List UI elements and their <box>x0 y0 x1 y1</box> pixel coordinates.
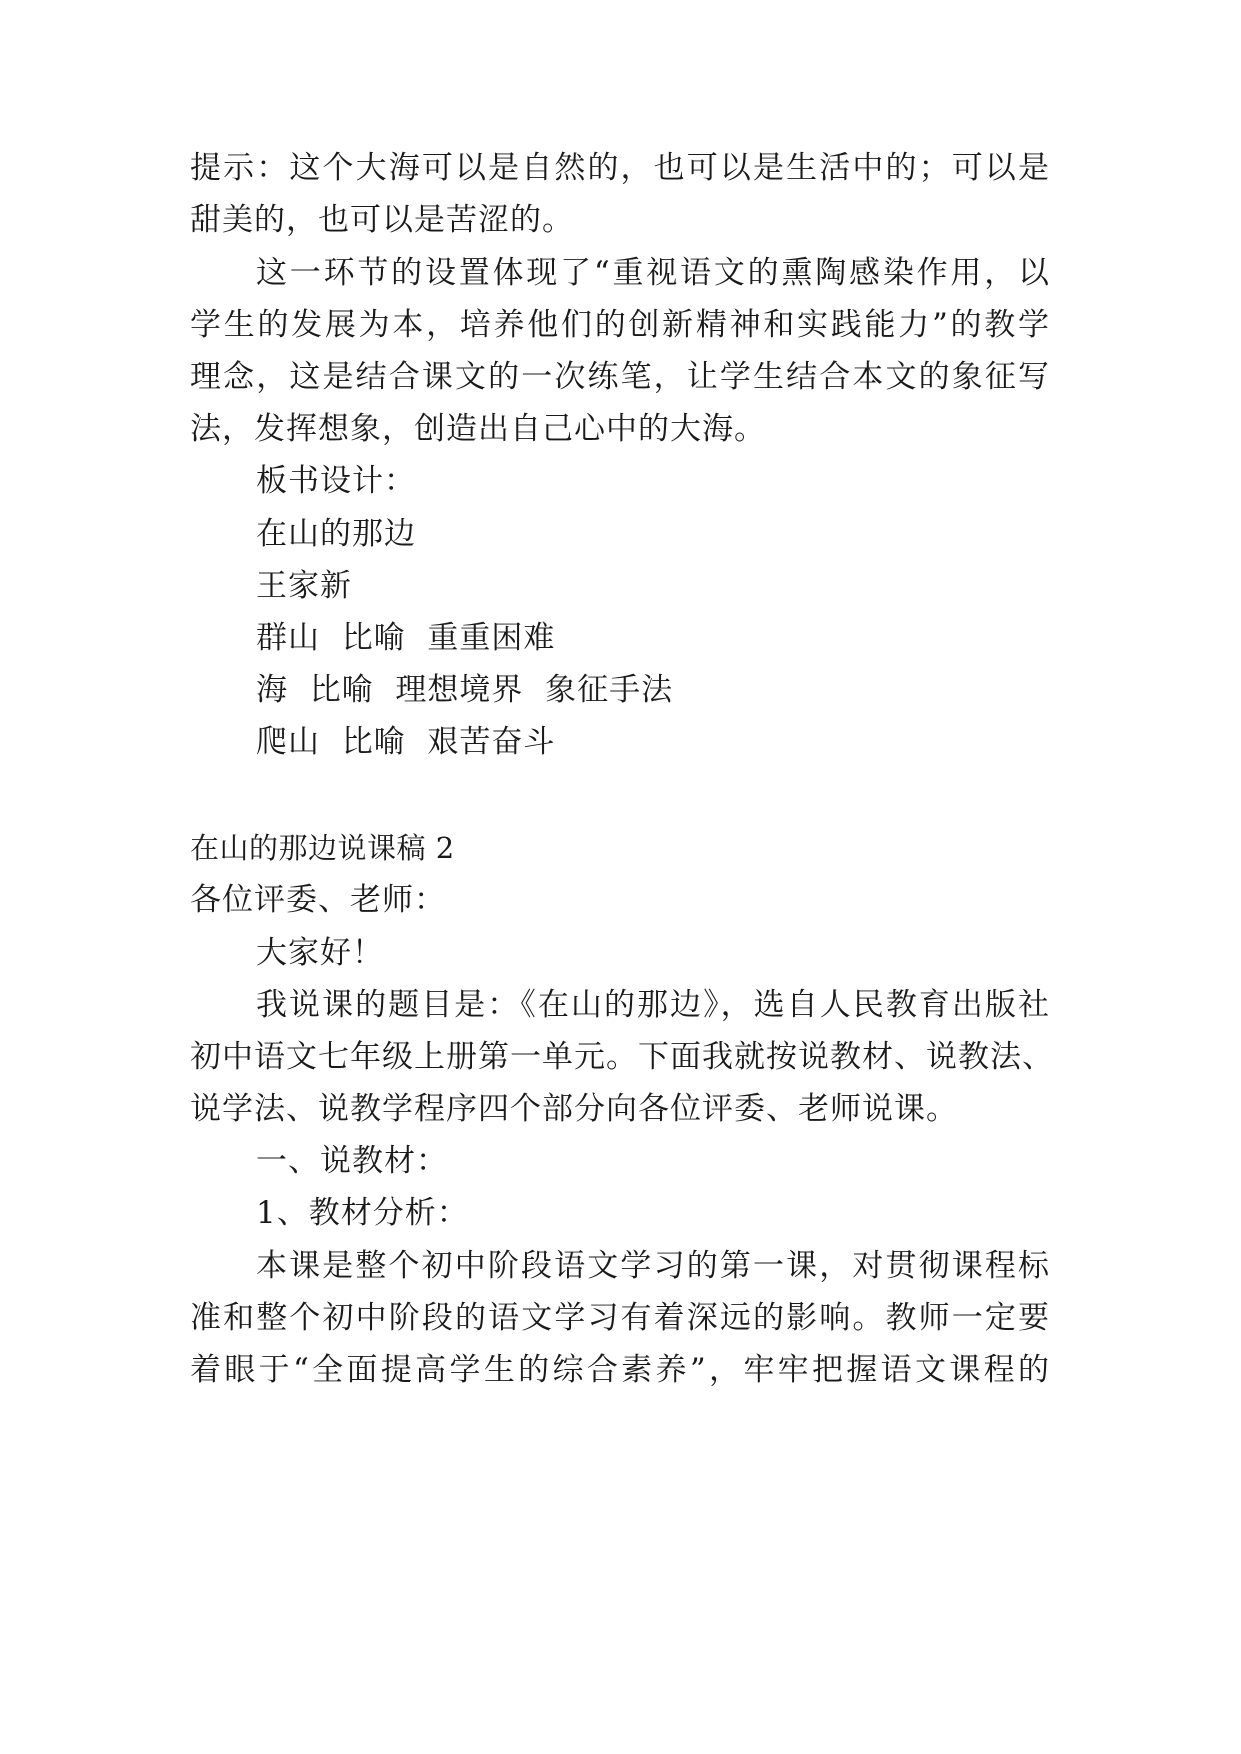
board-design-label: 板书设计： <box>256 463 416 499</box>
body-line-3: 着眼于“全面提高学生的综合素养”，牢牢把握语文课程的 <box>190 1352 1050 1388</box>
intro-line-1: 我说课的题目是：《在山的那边》，选自人民教育出版社 <box>256 987 1050 1023</box>
board-author: 王家新 <box>256 568 352 604</box>
body-line-1: 本课是整个初中阶段语文学习的第一课，对贯彻课程标 <box>256 1248 1050 1284</box>
hint-line-2: 甜美的，也可以是苦涩的。 <box>190 202 574 238</box>
board-row-sea: 海 比喻 理想境界 象征手法 <box>256 672 674 708</box>
greeting: 大家好！ <box>256 935 384 971</box>
heading-textbook: 一、说教材： <box>256 1143 448 1179</box>
board-title: 在山的那边 <box>256 516 416 552</box>
section-title: 在山的那边说课稿 2 <box>190 831 455 865</box>
paragraph-line-2: 学生的发展为本，培养他们的创新精神和实践能力”的教学 <box>190 307 1050 343</box>
board-row-mountains: 群山 比喻 重重困难 <box>256 620 556 656</box>
body-line-2: 准和整个初中阶段的语文学习有着深远的影响。教师一定要 <box>190 1300 1050 1336</box>
paragraph-line-3: 理念，这是结合课文的一次练笔，让学生结合本文的象征写 <box>190 359 1050 395</box>
hint-line-1: 提示：这个大海可以是自然的，也可以是生活中的；可以是 <box>190 150 1050 186</box>
salutation: 各位评委、老师： <box>190 882 446 918</box>
paragraph-line-4: 法，发挥想象，创造出自己心中的大海。 <box>190 411 766 447</box>
intro-line-3: 说学法、说教学程序四个部分向各位评委、老师说课。 <box>190 1091 958 1127</box>
subheading-analysis: 1、教材分析： <box>256 1195 469 1231</box>
paragraph-line-1: 这一环节的设置体现了“重视语文的熏陶感染作用，以 <box>256 255 1050 291</box>
board-row-climbing: 爬山 比喻 艰苦奋斗 <box>256 724 556 760</box>
intro-line-2: 初中语文七年级上册第一单元。下面我就按说教材、说教法、 <box>190 1039 1054 1075</box>
